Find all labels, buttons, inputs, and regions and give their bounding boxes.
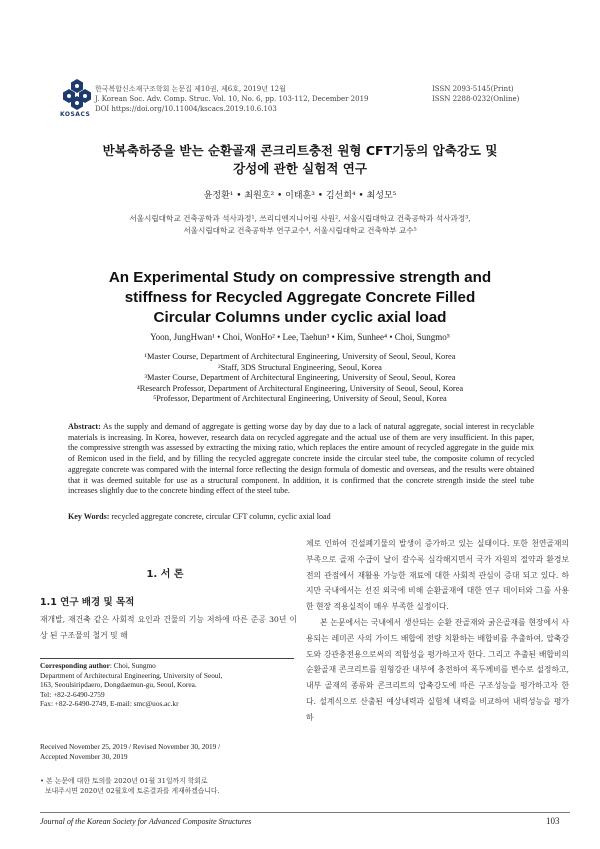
kosacs-logo-icon	[62, 78, 92, 112]
corresponding-fax-email: Fax: +82-2-6490-2749, E-mail: smc@uos.ac.kr	[40, 699, 179, 709]
corresponding-name: : Choi, Sungmo	[109, 661, 156, 670]
affiliation-3: ³Master Course, Department of Architectural Engineering, University of Seoul, Seoul, Korea	[144, 373, 456, 382]
journal-english: J. Korean Soc. Adv. Comp. Struc. Vol. 10, No. 6, pp. 103-112, December 2019	[95, 95, 369, 103]
affiliation-5: ⁵Professor, Department of Architectural Engineering, University of Seoul, Seoul, Korea	[153, 394, 447, 403]
english-authors: Yoon, JungHwan¹ • Choi, WonHo² • Lee, Taehun³ • Kim, Sunhee⁴ • Choi, Sungmo⁵	[150, 332, 450, 342]
abstract-label: Abstract:	[68, 422, 101, 431]
english-title	[60, 268, 540, 328]
page-number: 103	[546, 816, 560, 826]
korean-authors: 윤정환¹ • 최원호² • 이태훈³ • 김선희⁴ • 최성모⁵	[203, 191, 397, 201]
english-title-line-2: stiffness for Recycled Aggregate Concrete Filled	[124, 289, 476, 306]
footnote-divider	[40, 658, 294, 659]
discussion-note	[40, 777, 296, 796]
accepted-line: Accepted November 30, 2019	[40, 752, 128, 761]
abstract-text: As the supply and demand of aggregate is getting worse day by day due to a lack of natural aggregate, social interest in recyclable materials is increasing. In Korea, however, research data on recycled aggregate and the actual use of them are very insufficient. In this paper, the compressive strength was assessed by extracting the mixing ratio, which replaces the entire amount of recycled aggregate in the guide mix of Remicon used in the field, and by filling the recycled aggregate concrete inside the circular steel tube, the composite column of recycled aggregate concrete was compared with the internal force reflecting the design formula of domestic and overseas, and the results were obtained that it was deemed suitable for use as a structural component. In addition, it is confirmed that the concrete strength inside the steel tube increases slightly due to the concrete binding effect of the steel tube.	[68, 422, 534, 496]
left-body-text: 재개발, 재건축 같은 사회적 요인과 건물의 기능 저하에 따른 준공 30년 이상 된 구조물의 철거 및 해	[40, 615, 297, 640]
received-line: Received November 25, 2019 / Revised November 30, 2019 /	[40, 742, 221, 751]
note-line-1: • 본 논문에 대한 토의를 2020년 01월 31일까지 학회로	[40, 777, 208, 785]
note-line-2: 보내주시면 2020년 02월호에 토론결과를 게재하겠습니다.	[45, 786, 220, 795]
right-body-text	[306, 536, 569, 726]
section-title: 1. 서 론	[146, 569, 184, 580]
korean-affiliation-line-2: 서울시립대학교 건축공학부 연구교수⁴, 서울시립대학교 건축학부 교수⁵	[183, 226, 417, 235]
keywords-text: recycled aggregate concrete, circular CFT column, cyclic axial load	[111, 512, 331, 521]
footer-journal-name: Journal of the Korean Society for Advanced Composite Structures	[40, 817, 252, 826]
issn-online: ISSN 2288-0232(Online)	[432, 95, 520, 103]
footer-divider	[40, 812, 570, 813]
journal-info	[95, 84, 375, 114]
korean-title	[40, 142, 560, 178]
english-title-line-1: An Experimental Study on compressive strength and	[108, 269, 492, 286]
right-paragraph-1: 체로 인하여 건설폐기물의 발생이 증가하고 있는 실태이다. 또한 천연골재의 부족으로 골재 수급이 날이 갈수록 심각해지면서 국가 자원의 절약과 환경보전의 관점에서 재활용 가능한 재료에 대한 사회적 관심이 증대 되고 있다. 하지만 국내에서는 선진 외국에 비해 순환골재에 대한 연구 데이터와 그를 사용한 현장 적용실적이 매우 부족한 실정이다.	[306, 539, 569, 612]
english-title-line-3: Circular Columns under cyclic axial load	[153, 309, 447, 326]
english-affiliations	[60, 352, 540, 405]
affiliation-4: ⁴Research Professor, Department of Architectural Engineering, University of Seoul, Seoul, Korea	[136, 383, 464, 393]
logo-text: KOSACS	[60, 111, 91, 118]
affiliation-2: ²Staff, 3DS Structural Engineering, Seoul, Korea	[218, 362, 382, 372]
corresponding-tel: Tel: +82-2-6490-2759	[40, 689, 105, 699]
keywords	[68, 512, 534, 521]
korean-affiliations	[70, 213, 530, 237]
affiliation-1: ¹Master Course, Department of Architectural Engineering, University of Seoul, Seoul, Korea	[144, 352, 456, 361]
right-paragraph-2: 본 논문에서는 국내에서 생산되는 순환 잔골재와 굵은골재를 현장에서 사용되는 레미콘 사의 가이드 배합에 전량 치환하는 배합비를 추출하여, 압축강도와 강관충전용으로써의 적합성을 평가하고자 한다. 그리고 추출된 배합비의 순환골재 콘크리트를 원형강관 내부에 충전하여 폭두께비를 변수로 설정하고, 내부 골재의 종류와 콘크리트의 압축강도에 따른 구조성능을 평가하고자 한다. 설계식으로 산출된 예상내력과 실험체 내력을 비교하여 내력성능을 평가하	[306, 617, 569, 722]
abstract	[68, 422, 534, 497]
korean-affiliation-line-1: 서울시립대학교 건축공학과 석사과정¹, 쓰리디엔지니어링 사원², 서울시립대학교 건축공학과 석사과정³,	[129, 214, 471, 223]
doi-link[interactable]: DOI https://doi.org/10.11004/kscacs.2019.10.6.103	[95, 105, 277, 113]
issn-block	[432, 84, 572, 104]
issn-print: ISSN 2093-5145(Print)	[432, 85, 514, 93]
corresponding-label: Corresponding author	[40, 661, 110, 670]
received-dates	[40, 742, 296, 762]
korean-title-line-2: 강성에 관한 실험적 연구	[233, 161, 367, 176]
subsection-title: 1.1 연구 배경 및 목적	[40, 597, 135, 608]
keywords-label: Key Words:	[68, 512, 110, 521]
journal-korean: 한국복합신소재구조학회 논문집 제10권, 제6호, 2019년 12월	[95, 85, 286, 93]
corresponding-dept: Department of Architectural Engineering, University of Seoul,	[40, 670, 223, 680]
corresponding-address: 163, Seoulsiripdaero, Dongdaemun-gu, Seoul, Korea.	[40, 680, 197, 690]
corresponding-author	[40, 661, 296, 709]
korean-title-line-1: 반복축하중을 받는 순환골재 콘크리트충전 원형 CFT기둥의 압축강도 및	[102, 143, 498, 158]
